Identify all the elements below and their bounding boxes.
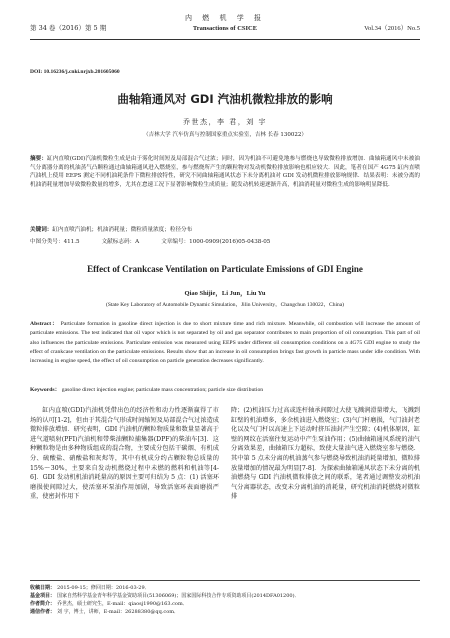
- footnote-label: 通信作者：: [30, 609, 56, 615]
- footnote-author: [30, 600, 420, 608]
- footnote-received: [30, 584, 420, 592]
- keywords-en: [30, 386, 420, 395]
- keywords-cn-label: 关键词：: [30, 227, 53, 233]
- keywords-cn: [30, 226, 420, 235]
- keywords-cn-text: 缸内直喷汽油机；机油消耗量；微粒质量浓度；粒径分布: [52, 227, 193, 233]
- abstract-cn: [30, 155, 420, 189]
- clc-number: 中图分类号：411.5: [30, 239, 80, 245]
- body-paragraph: 降；(2)机油压力过高或连杆轴承间隙过大使飞溅润滑量增大，飞溅到缸壁的机油增多，多余机油进入燃烧室；(3)气门杆磨损，气门油封老化以及气门杆以高速上下运动时挤压油封产生空隙；(4)机体原因，缸壁的网纹在活塞往复运动中产生泵油作用；(5)曲轴箱通风系统的油气分离效果差，曲轴箱压力超标，致使大量油气进入燃烧室参与燃烧．其中第 5 点未分离的机油蒸气参与燃烧导致机油消耗量增加，微粒排放量增加的情况最为明显[7-8]．为探索曲轴箱通风状态下未分离的机油燃烧与 GDI 汽油机微粒排放之间的联系，笔者通过调整发动机油气分离器状态，改变未分离机油的消耗量，研究机油消耗燃烧对微粒排: [231, 407, 420, 501]
- body-paragraph: 缸内直喷(GDI)汽油机凭借出色的经济性和动力性逐渐赢得了市场的认可[1-2]，但由于其混合气形成时间缩短及局部混合气过浓造成微粒排放增加．研究表明，GDI 汽油机的颗粒物质量和数量显著高于进气道喷射(PFI)汽油机和带柴油颗粒捕集器(DPF)的柴油车[3]．这种颗粒物是由多种物质组成的混合物，主要成分包括干碳烟、有机成分、硫酸盐、硝酸盐和灰烬等，其中有机成分约占颗粒物总质量的 15%～30%，主要来自发动机燃烧过程中未燃的燃料和机油等[4-6]．GDI 发动机机油消耗量高的原因主要可归结为 5 点：(1) 活塞环磨损使间隙过大，使活塞环泵油作用加剧，导致活塞环表面磨损严重，使密封作用下: [30, 407, 219, 501]
- abstract-cn-text: 缸内直喷(GDI)汽油机微粒生成是由于雾化时间短及局部混合气过浓；同时，因为机油不可避免地参与燃烧也导致微粒排放增加．曲轴箱通风中未被油气分离器分离的机油蒸气凸颗粒通过曲轴箱通风进入燃烧室，参与燃烧所产生的颗粒物对发动机微粒排放影响也相应较大．因此，笔者在国产 4G75 缸内直喷汽油机上使用 EEPS 测定不同机油耗条件下微粒排放特性，研究不同曲轴箱通风状态下未分离机油对 GDI 发动机微粒排放影响规律．结果表明：未被分离的机油消耗量增加导致微粒数量的增多，尤其在怠速工况下显著影响微粒生成质量；随发动机转速逐渐升高，机油消耗量对微粒生成的影响明显降低.: [30, 156, 420, 188]
- classification-line: [30, 237, 420, 245]
- abstract-en: [30, 320, 420, 366]
- footnote-text: 国家自然科学基金青年科学基金资助项目(51306069)；国家国际科技合作专项资助项目(2014DFA01200)．: [57, 593, 300, 599]
- abstract-en-label: Abstract：: [30, 321, 59, 327]
- title-en: Effect of Crankcase Ventilation on Particulate Emissions of GDI Engine: [87, 264, 363, 274]
- document-code: 文献标志码：A: [101, 239, 140, 245]
- keywords-en-text: gasoline direct injection engine; particulate mass concentration; particle size distribution: [61, 387, 264, 393]
- footnote-label: 收稿日期：: [30, 585, 56, 591]
- header-journal: [30, 13, 420, 32]
- abstract-en-text: Particulate formation in gasoline direct injection is due to short mixture time and rich mixture. Meanwhile, oil combustion will increase the amount of particulate emissions. The test indicated that oil vapor which is not separated by oil and gas separator contributes to main proportion of oil consumption. This part of oil also influences the particulate emissions. Particulate emission was measured using EEPS under different oil consumption conditions on a 4G75 GDI engine to study the effect of crankcase ventilation on the particulate emissions. Results show that an increase in oil consumption brings fast growth in particle mass under idle condition. With increasing in engine speed, the effect of oil consumption on particle generation decreases significantly.: [30, 321, 420, 365]
- header-volume-en: Vol.34（2016）No.5: [364, 25, 420, 32]
- title-cn: 曲轴箱通风对 GDI 汽油机微粒排放的影响: [117, 92, 333, 106]
- footnote-text: 乔世杰，硕士研究生，E-mail：qiaosj1990@163.com．: [57, 601, 188, 607]
- footnote-label: 基金项目：: [30, 593, 56, 599]
- footnote-text: 2015-09-15；修回日期：2016-03-29．: [57, 585, 150, 591]
- authors-cn: 乔世杰，李 君，刘 宇: [183, 118, 267, 126]
- header-journal-en: Transactions of CSICE: [192, 25, 258, 32]
- header-volume-cn: 第 34 卷（2016）第 5 期: [30, 24, 107, 32]
- keywords-en-label: Keywords：: [30, 387, 61, 393]
- header-journal-cn: 内 燃 机 学 报: [185, 14, 265, 22]
- footnote-label: 作者简介：: [30, 601, 56, 607]
- authors-en: Qiao Shijie，Li Jun，Liu Yu: [184, 290, 266, 297]
- affiliation-en: (State Key Laboratory of Automobile Dynamic Simulation，Jilin University，Changchun 130022，China): [106, 302, 344, 308]
- article-number: 文章编号：1000-0909(2016)05-0438-05: [161, 239, 271, 245]
- footnote-funding: [30, 592, 420, 600]
- doi[interactable]: DOI: 10.16236/j.cnki.nrjxb.201605060: [30, 69, 120, 75]
- affiliation-cn: （吉林大学 汽车仿真与控制国家重点实验室，吉林 长春 130022）: [143, 132, 307, 138]
- body-column-left: [30, 406, 219, 502]
- footnote-text: 刘 宇，博士，讲师，E-mail：26288380@qq.com．: [57, 609, 179, 615]
- body-column-right: [231, 406, 420, 502]
- abstract-cn-label: 摘要：: [30, 156, 48, 162]
- footnotes: [30, 580, 420, 616]
- running-header: [30, 10, 420, 40]
- footnote-corresponding: [30, 608, 420, 616]
